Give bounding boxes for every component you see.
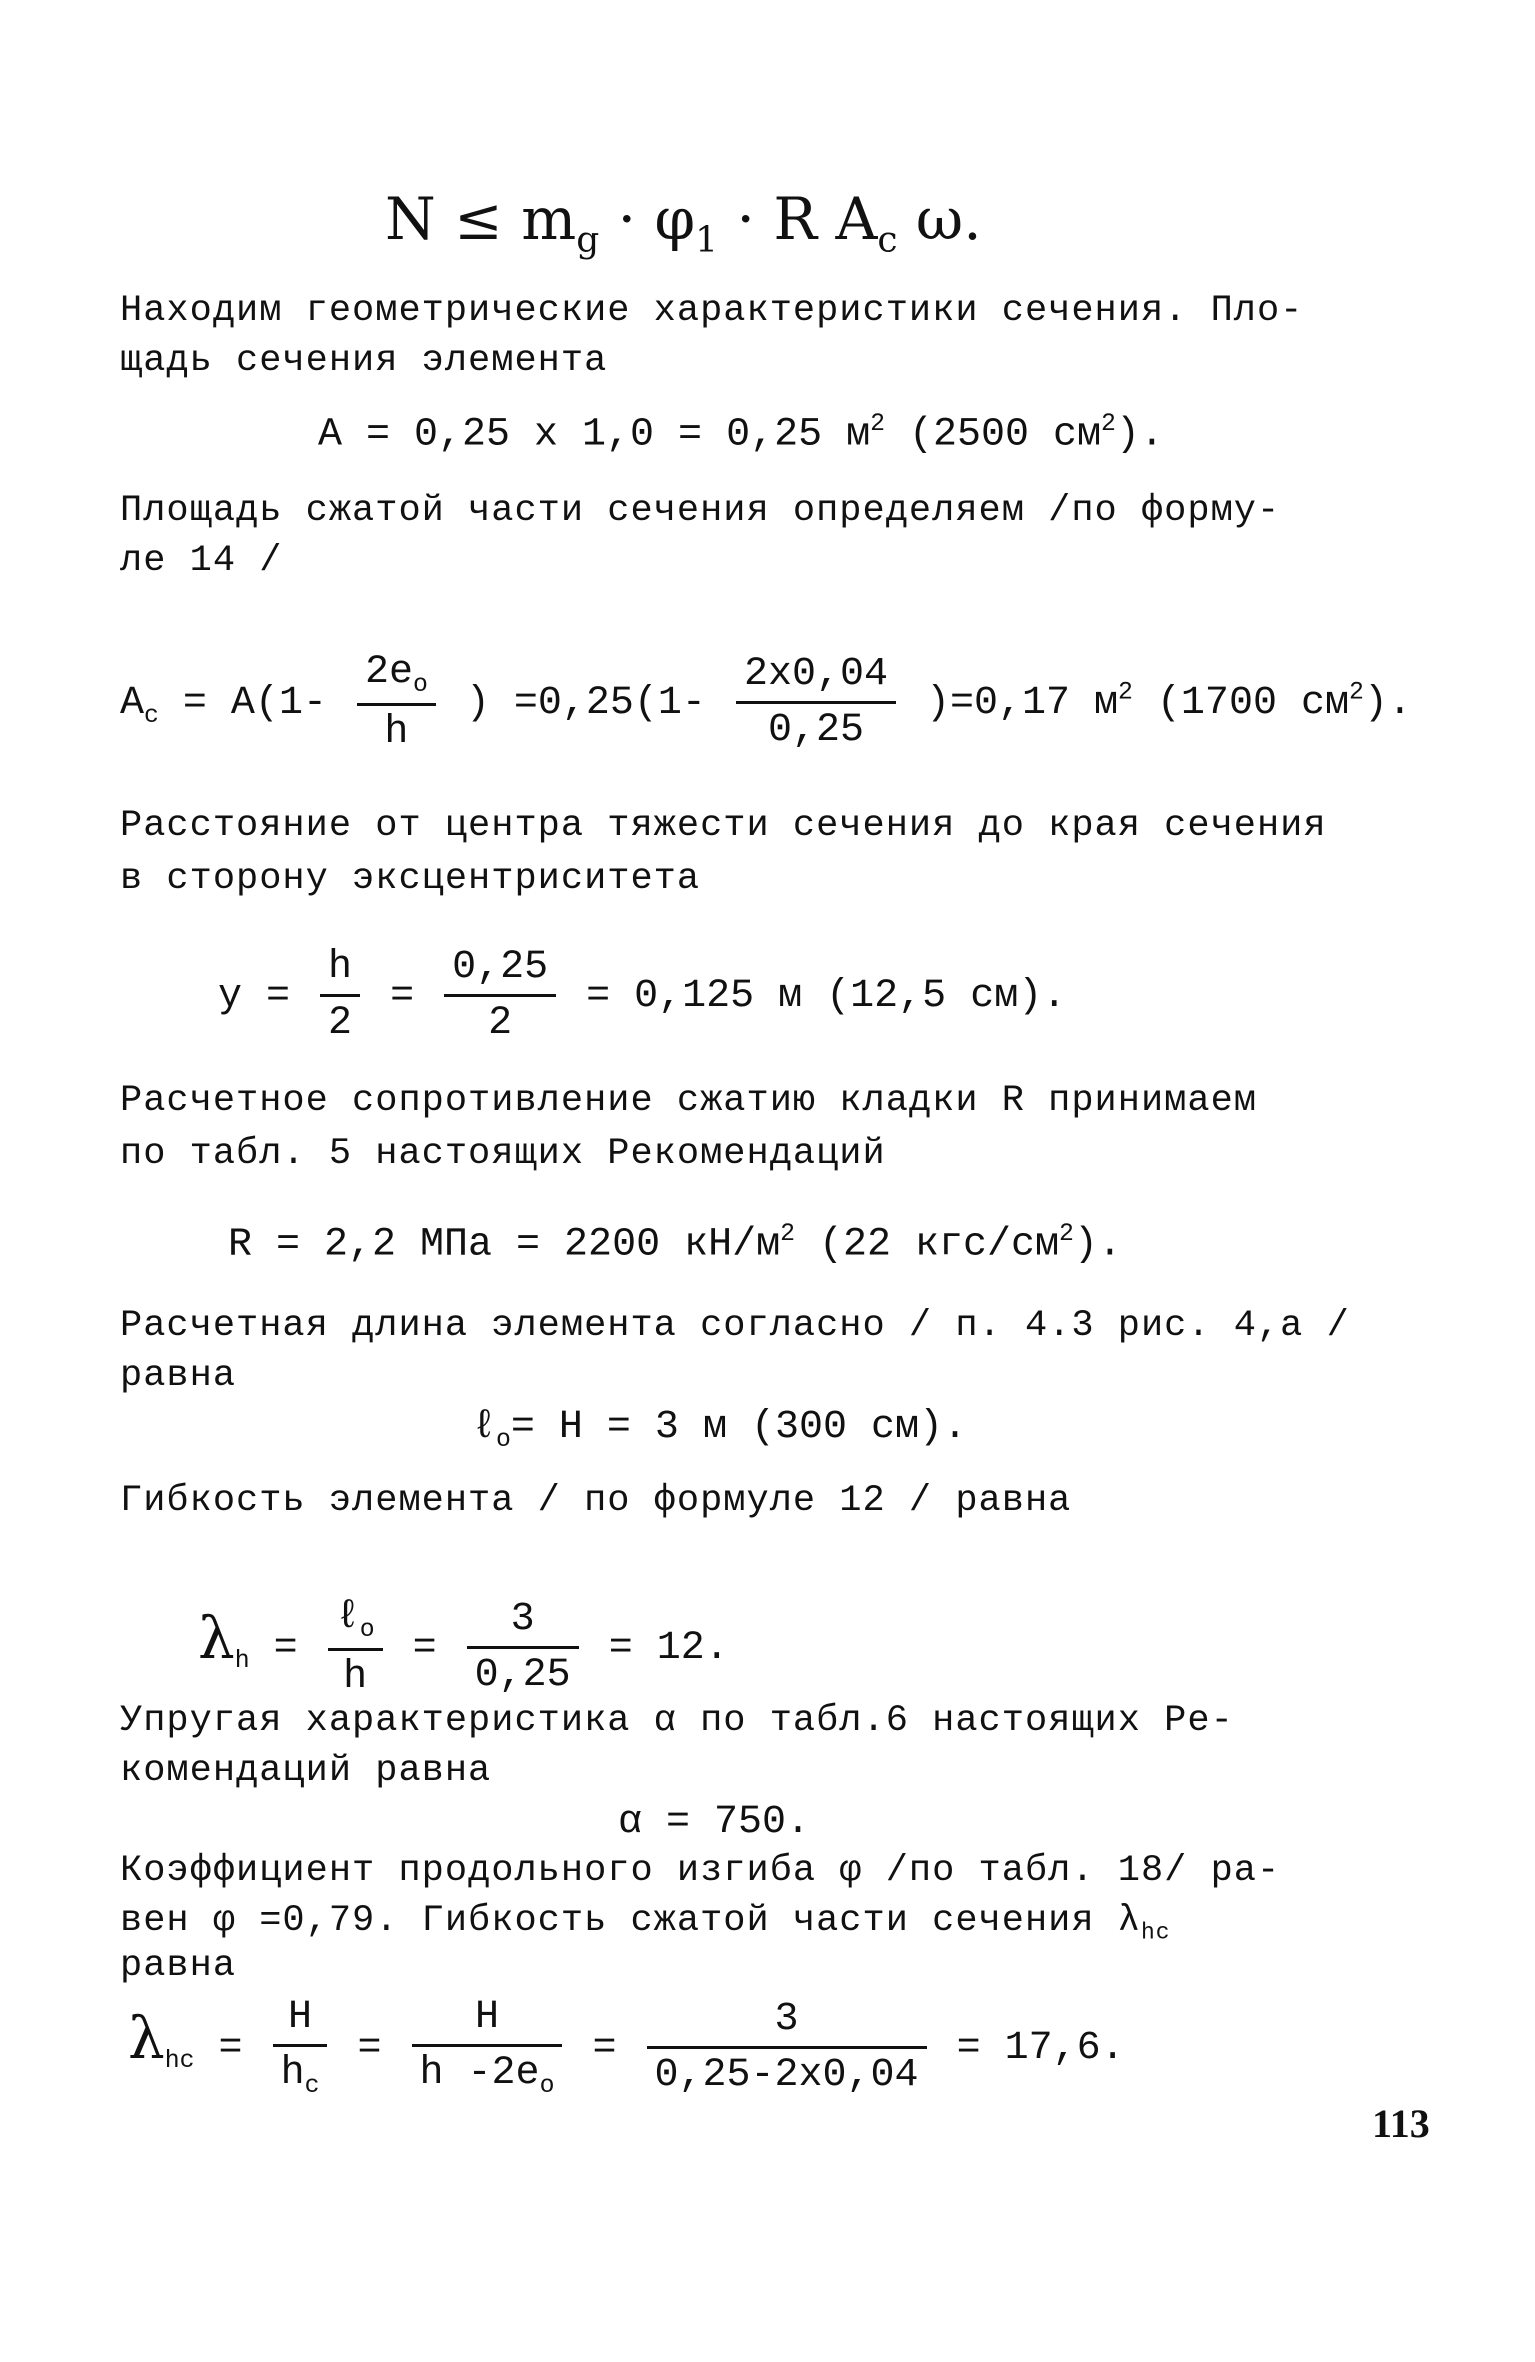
formula-part: (2500 см xyxy=(884,412,1102,458)
fraction-denominator: 2 xyxy=(488,1001,513,1046)
fraction-denominator: h xyxy=(384,710,409,755)
formula-part: = xyxy=(412,1626,437,1672)
paragraph-line: Коэффициент продольного изгиба φ /по табл. 18/ ра- xyxy=(120,1850,1281,1892)
formula-part: = xyxy=(273,1626,298,1672)
formula-part: = 0,125 м (12,5 см). xyxy=(586,974,1067,1020)
formula-part: = 12. xyxy=(608,1626,729,1672)
formula-sub: o xyxy=(496,1426,511,1454)
paragraph-line: ле 14 / xyxy=(120,540,283,582)
formula-part: A xyxy=(120,681,145,727)
formula-part: = xyxy=(592,2026,617,2072)
formula-part: ). xyxy=(1115,412,1164,458)
fraction xyxy=(467,1597,579,1698)
fraction-denominator xyxy=(412,2047,563,2100)
formula-sub: o xyxy=(359,1616,375,1644)
fraction xyxy=(320,945,360,1046)
slenderness-formula xyxy=(198,1595,729,1700)
formula-part: = H = 3 м (300 см). xyxy=(510,1405,967,1450)
formula-part: )=0,17 м xyxy=(926,681,1119,727)
fraction-denominator: 0,25 xyxy=(767,708,864,753)
fraction-numerator: 2x0,04 xyxy=(736,652,896,704)
formula-sup: 2 xyxy=(1118,678,1133,707)
fraction-numerator: 3 xyxy=(467,1597,579,1649)
formula-part: λ xyxy=(198,1604,235,1673)
fraction-denominator: 0,25-2x0,04 xyxy=(654,2053,919,2098)
formula-part: ℓ xyxy=(335,1595,360,1640)
paragraph-line: Расчетная длина элемента согласно / п. 4.3 рис. 4,а / xyxy=(120,1305,1350,1347)
formula-part: N ≤ m xyxy=(385,185,577,253)
formula-part: = xyxy=(218,2026,243,2072)
formula-part: 2e xyxy=(364,650,413,695)
formula-sub: o xyxy=(539,2072,555,2100)
formula-part: ) =0,25(1- xyxy=(465,681,706,727)
fraction-numerator: 0,25 xyxy=(444,945,556,997)
distance-formula xyxy=(218,945,1066,1046)
fraction xyxy=(357,650,436,755)
formula-sub: c xyxy=(144,702,159,731)
fraction-numerator: H xyxy=(273,1995,328,2047)
page-number: 113 xyxy=(1372,2101,1430,2146)
fraction-denominator: 0,25 xyxy=(474,1653,571,1698)
fraction xyxy=(412,1995,563,2100)
paragraph-line: Площадь сжатой части сечения определяем /по формy- xyxy=(120,490,1281,532)
fraction-denominator xyxy=(273,2047,328,2100)
paragraph-line: Расчетное сопротивление сжатию кладки R принимаем xyxy=(120,1080,1257,1122)
formula-sub: c xyxy=(304,2072,320,2100)
fraction xyxy=(647,1997,927,2098)
formula-sup: 2 xyxy=(1059,1220,1074,1248)
fraction xyxy=(328,1595,383,1700)
resistance-formula xyxy=(228,1220,1122,1267)
formula-part: ω. xyxy=(897,185,982,253)
formula-sub: 1 xyxy=(695,219,719,261)
formula-part: ). xyxy=(1363,681,1412,727)
alpha-formula: α = 750. xyxy=(618,1800,811,1845)
formula-sup: 2 xyxy=(870,410,885,438)
formula-part: ). xyxy=(1073,1222,1122,1268)
formula-part: A = 0,25 x 1,0 = 0,25 м xyxy=(318,412,871,458)
area-formula xyxy=(318,410,1164,457)
formula-part: = A(1- xyxy=(182,681,327,727)
formula-sub: g xyxy=(576,219,600,261)
fraction-numerator: 3 xyxy=(647,1997,927,2049)
fraction-numerator: H xyxy=(412,1995,563,2047)
formula-sub: hc xyxy=(1140,1919,1171,1946)
text-part: вен φ =0,79. Гибкость сжатой части сечения λ xyxy=(120,1900,1141,1942)
paragraph-line: Упругая характеристика α по табл.6 настоящих Ре- xyxy=(120,1700,1234,1742)
fraction-denominator: h xyxy=(343,1655,368,1700)
formula-part: (1700 см xyxy=(1132,681,1349,727)
fraction-numerator: h xyxy=(320,945,360,997)
fraction-numerator xyxy=(357,650,436,706)
fraction-numerator xyxy=(328,1595,383,1651)
formula-sub: c xyxy=(877,219,898,261)
paragraph-line: щадь сечения элемента xyxy=(120,340,608,382)
formula-part: ℓ xyxy=(472,1405,497,1450)
compressed-slenderness-formula xyxy=(128,1995,1125,2100)
fraction-denominator: 2 xyxy=(328,1001,353,1046)
formula-sub: h xyxy=(234,1647,250,1676)
compressed-area-formula xyxy=(120,650,1412,755)
formula-part: h xyxy=(280,2051,305,2096)
formula-part: = xyxy=(390,974,415,1020)
paragraph-line: в сторону эксцентриситета xyxy=(120,858,701,900)
paragraph-line: равна xyxy=(120,1355,237,1397)
paragraph-line: Расстояние от центра тяжести сечения до края сечения xyxy=(120,805,1327,847)
fraction xyxy=(736,652,896,753)
formula-sup: 2 xyxy=(1101,410,1116,438)
paragraph-line: Находим геометрические характеристики сечения. Пло- xyxy=(120,290,1304,332)
paragraph-line: по табл. 5 настоящих Рекомендаций xyxy=(120,1133,886,1175)
paragraph-line xyxy=(120,1900,1171,1945)
formula-part: · φ xyxy=(599,185,696,253)
fraction xyxy=(444,945,556,1046)
formula-part: (22 кгс/см xyxy=(794,1222,1060,1268)
formula-sup: 2 xyxy=(780,1220,795,1248)
formula-part: R = 2,2 МПа = 2200 кН/м xyxy=(228,1222,781,1268)
main-inequality xyxy=(385,185,982,261)
formula-sup: 2 xyxy=(1348,678,1364,707)
effective-length-formula xyxy=(472,1405,967,1454)
formula-sub: o xyxy=(412,671,428,699)
formula-sub: hc xyxy=(164,2047,195,2076)
formula-part: = 17,6. xyxy=(956,2026,1125,2072)
formula-part: · R A xyxy=(718,185,878,253)
paragraph-line: комендаций равна xyxy=(120,1750,492,1792)
formula-part: h -2e xyxy=(419,2051,540,2096)
formula-part: = xyxy=(357,2026,382,2072)
formula-part: y = xyxy=(218,974,291,1020)
paragraph-line: равна xyxy=(120,1945,237,1987)
fraction xyxy=(273,1995,328,2100)
formula-part: λ xyxy=(128,2004,165,2073)
paragraph-line: Гибкость элемента / по формуле 12 / равна xyxy=(120,1480,1072,1522)
